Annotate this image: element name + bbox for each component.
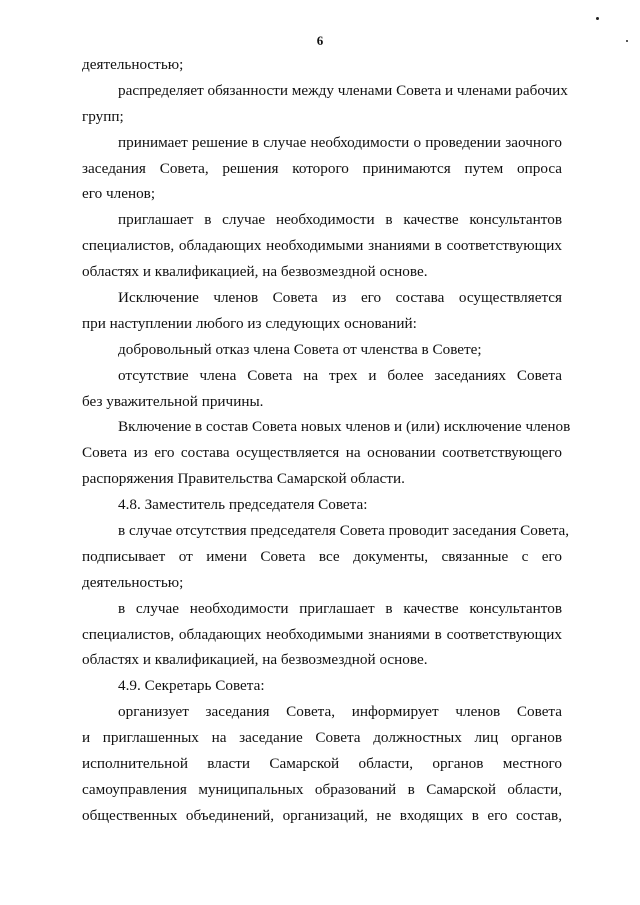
text-line: и приглашенных на заседание Совета должностных лиц органов: [82, 729, 562, 747]
text-line: деятельностью;: [82, 573, 184, 591]
text-line: распределяет обязанности между членами Совета и членами рабочих: [118, 81, 568, 99]
text-line: приглашает в случае необходимости в качестве консультантов: [118, 211, 562, 229]
text-line: в случае необходимости приглашает в качестве консультантов: [118, 599, 562, 617]
text-line: Включение в состав Совета новых членов и (или) исключение членов: [118, 418, 571, 436]
scan-speck: [596, 17, 599, 20]
text-line: специалистов, обладающих необходимыми знаниями в соответствующих: [82, 625, 562, 643]
text-line: при наступлении любого из следующих оснований:: [82, 314, 417, 332]
document-body: [82, 52, 571, 829]
text-line: подписывает от имени Совета все документы, связанные с его: [82, 547, 562, 565]
text-line: 4.9. Секретарь Совета:: [118, 677, 265, 695]
text-line: общественных объединений, организаций, не входящих в его состав,: [82, 806, 562, 824]
text-line: в случае отсутствия председателя Совета проводит заседания Совета,: [118, 522, 570, 540]
text-line: принимает решение в случае необходимости о проведении заочного: [118, 133, 562, 151]
text-line: его членов;: [82, 185, 156, 203]
text-line: организует заседания Совета, информирует членов Совета: [118, 703, 562, 721]
text-line: деятельностью;: [82, 56, 184, 73]
text-line: добровольный отказ члена Совета от членства в Совете;: [118, 340, 482, 358]
text-line: без уважительной причины.: [82, 392, 264, 410]
text-line: самоуправления муниципальных образований в Самарской области,: [82, 780, 562, 798]
text-line: 4.8. Заместитель председателя Совета:: [118, 496, 368, 514]
text-line: заседания Совета, решения которого принимаются путем опроса: [82, 159, 562, 177]
text-line: отсутствие члена Совета на трех и более заседаниях Совета: [118, 366, 562, 384]
page-number: 6: [316, 33, 324, 48]
text-line: специалистов, обладающих необходимыми знаниями в соответствующих: [82, 237, 562, 255]
text-line: распоряжения Правительства Самарской области.: [82, 470, 405, 488]
text-line: групп;: [82, 107, 124, 125]
text-line: областях и квалификацией, на безвозмездной основе.: [82, 263, 428, 281]
text-line: Исключение членов Совета из его состава осуществляется: [118, 289, 562, 307]
text-line: областях и квалификацией, на безвозмездной основе.: [82, 651, 428, 669]
text-line: исполнительной власти Самарской области, органов местного: [82, 755, 562, 773]
text-line: Совета из его состава осуществляется на основании соответствующего: [82, 444, 562, 462]
scan-speck: [626, 40, 628, 42]
